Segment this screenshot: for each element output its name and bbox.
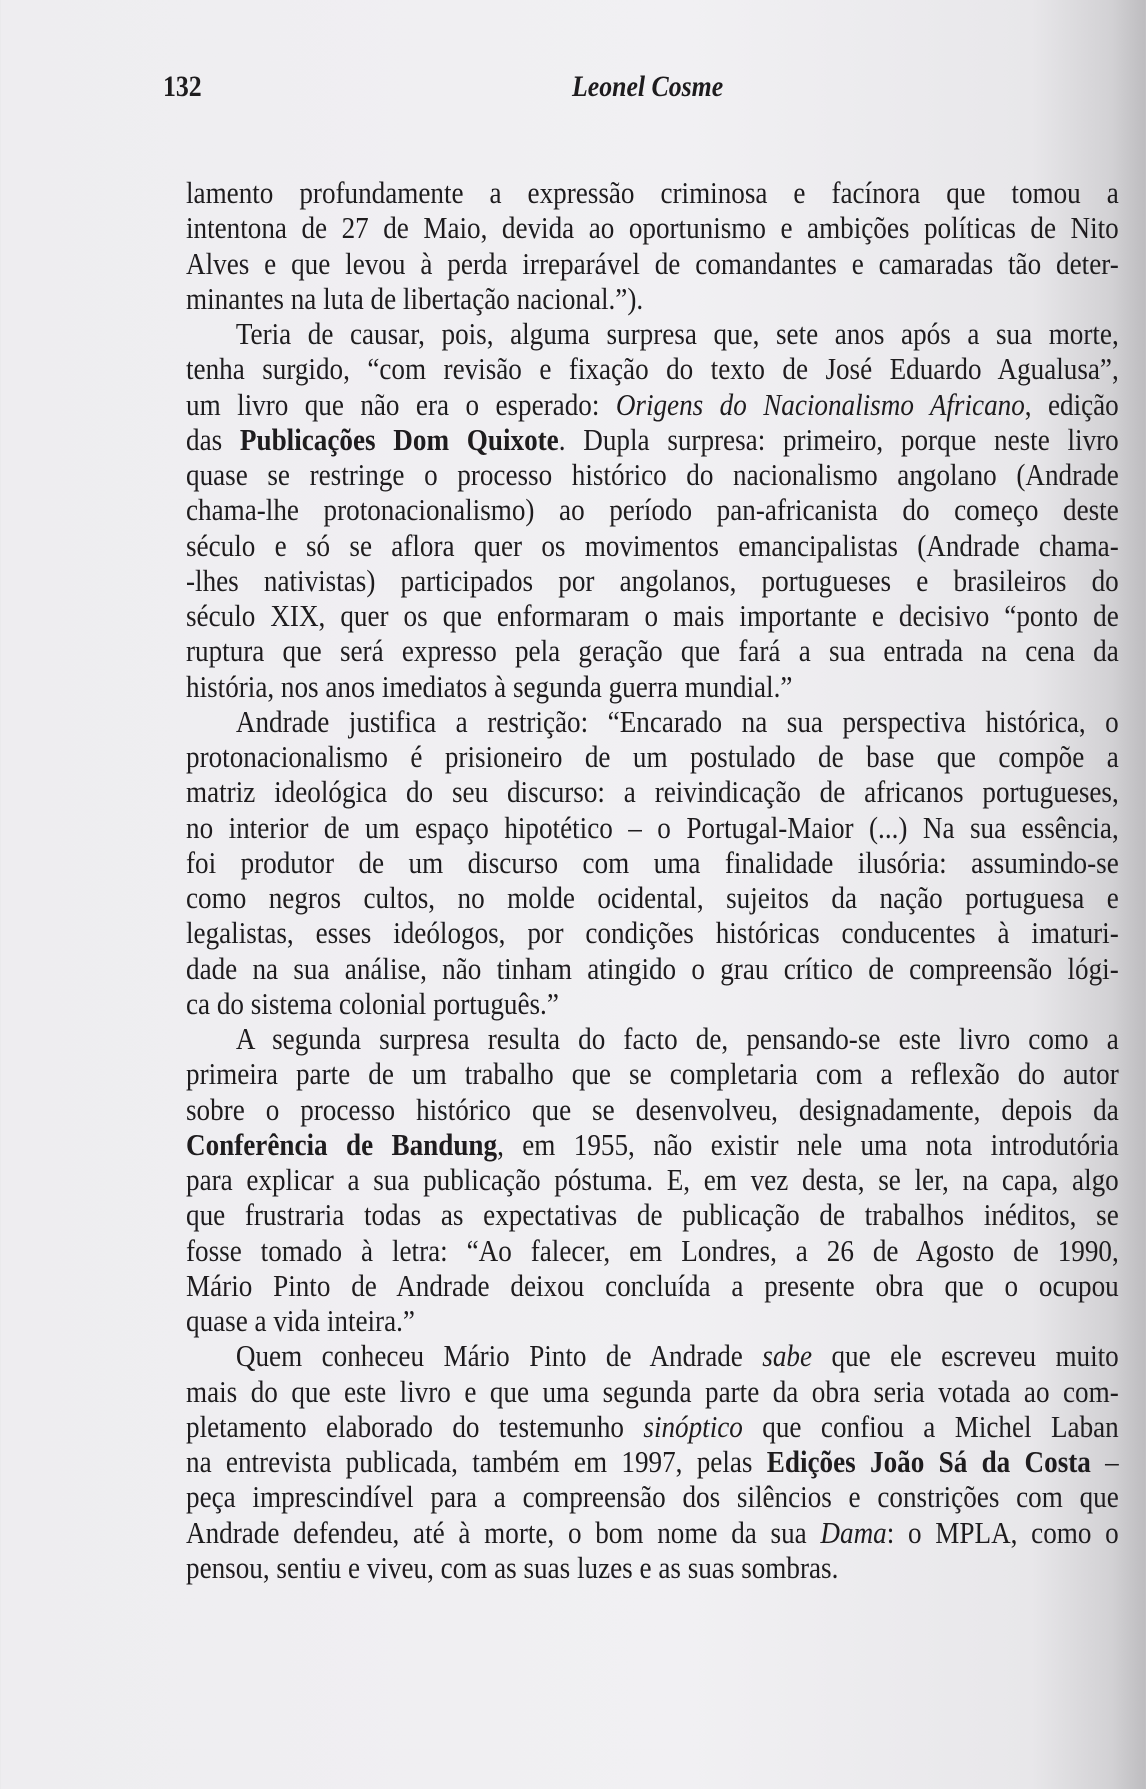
- text-segment: –: [1090, 1444, 1119, 1479]
- text-segment: matriz ideológica do seu discurso: a reivindicação de africanos portugueses,: [186, 774, 1119, 810]
- text-line: [186, 563, 1119, 598]
- italic-text: sabe: [762, 1338, 813, 1374]
- text-segment: século e só se aflora quer os movimentos emancipalistas (Andrade chama-: [186, 527, 1119, 563]
- text-line: [186, 492, 1119, 527]
- text-line: [186, 1515, 1119, 1550]
- text-segment: um livro que não era o esperado:: [186, 386, 616, 422]
- bold-text: Publicações Dom Quixote: [239, 421, 559, 457]
- text-line: [186, 1233, 1119, 1268]
- text-line: [186, 281, 1119, 316]
- italic-text: sinóptico: [643, 1408, 743, 1444]
- text-segment: peça imprescindível para a compreensão dos silêncios e constrições com que: [186, 1479, 1119, 1515]
- text-line: [186, 1374, 1119, 1409]
- text-line: [186, 351, 1119, 386]
- text-line: [186, 175, 1119, 210]
- text-segment: quase a vida inteira.”: [186, 1303, 415, 1338]
- text-segment: Alves e que levou à perda irreparável de comandantes e camaradas tão deter-: [186, 245, 1119, 281]
- text-segment: fosse tomado à letra: “Ao falecer, em Londres, a 26 de Agosto de 1990,: [186, 1232, 1119, 1268]
- text-line: [186, 915, 1119, 950]
- text-line: [186, 704, 1119, 739]
- text-segment: ruptura que será expresso pela geração que fará a sua entrada na cena da: [186, 633, 1119, 669]
- text-line: [186, 1409, 1119, 1444]
- text-segment: lamento profundamente a expressão criminosa e facínora que tomou a: [186, 175, 1119, 210]
- text-line: [186, 633, 1119, 668]
- text-line: [186, 986, 1119, 1021]
- text-segment: Teria de causar, pois, alguma surpresa que, sete anos após a sua morte,: [235, 316, 1119, 351]
- text-segment: minantes na luta de libertação nacional.”).: [186, 280, 644, 316]
- text-line: [186, 880, 1119, 915]
- text-segment: para explicar a sua publicação póstuma. E, em vez desta, se ler, na capa, algo: [186, 1162, 1119, 1197]
- text-line: [186, 1092, 1119, 1127]
- text-line: [186, 246, 1119, 281]
- text-line: [186, 316, 1119, 351]
- text-segment: A segunda surpresa resulta do facto de, pensando-se este livro como a: [235, 1021, 1119, 1056]
- text-segment: Andrade defendeu, até à morte, o bom nome da sua: [186, 1514, 821, 1550]
- text-line: [186, 810, 1119, 845]
- text-segment: tenha surgido, “com revisão e fixação do texto de José Eduardo Agualusa”,: [186, 351, 1119, 387]
- text-line: [186, 1021, 1119, 1056]
- text-segment: protonacionalismo é prisioneiro de um postulado de base que compõe a: [186, 739, 1119, 774]
- text-segment: Andrade justifica a restrição: “Encarado na sua perspectiva histórica, o: [235, 703, 1119, 739]
- text-segment: das: [186, 421, 240, 457]
- text-segment: século XIX, quer os que enformaram o mais importante e decisivo “ponto de: [186, 598, 1119, 633]
- text-segment: legalistas, esses ideólogos, por condições históricas conducentes à imaturi-: [186, 915, 1119, 951]
- text-line: [186, 1162, 1119, 1197]
- text-line: [186, 1550, 1119, 1585]
- text-segment: pletamento elaborado do testemunho: [186, 1408, 644, 1444]
- text-segment: que frustraria todas as expectativas de publicação de trabalhos inéditos, se: [186, 1197, 1119, 1233]
- text-segment: sobre o processo histórico que se desenvolveu, designadamente, depois da: [186, 1091, 1119, 1127]
- text-segment: quase se restringe o processo histórico do nacionalismo angolano (Andrade: [186, 457, 1119, 492]
- italic-text: Origens do Nacionalismo Africano: [615, 386, 1025, 422]
- text-segment: primeira parte de um trabalho que se completaria com a reflexão do autor: [186, 1056, 1119, 1092]
- body-text: [186, 175, 1146, 1585]
- text-segment: pensou, sentiu e viveu, com as suas luzes e as suas sombras.: [186, 1549, 839, 1585]
- text-line: [186, 598, 1119, 633]
- text-line: [186, 774, 1119, 809]
- text-segment: . Dupla surpresa: primeiro, porque neste livro: [558, 421, 1119, 457]
- text-line: [186, 739, 1119, 774]
- text-segment: no interior de um espaço hipotético – o Portugal-Maior (...) Na sua essência,: [186, 809, 1119, 845]
- text-segment: história, nos anos imediatos à segunda guerra mundial.”: [186, 668, 793, 704]
- bold-text: Edições João Sá da Costa: [766, 1444, 1091, 1479]
- text-segment: mais do que este livro e que uma segunda parte da obra seria votada ao com-: [186, 1373, 1119, 1409]
- text-line: [186, 1056, 1119, 1091]
- running-title: Leonel Cosme: [572, 70, 724, 103]
- text-line: [186, 951, 1119, 986]
- text-segment: -lhes nativistas) participados por angolanos, portugueses e brasileiros do: [186, 562, 1119, 598]
- text-line: [186, 669, 1119, 704]
- text-segment: na entrevista publicada, também em 1997, pelas: [186, 1444, 767, 1479]
- text-line: [186, 1479, 1119, 1514]
- text-segment: : o MPLA, como o: [886, 1514, 1119, 1550]
- text-line: [186, 845, 1119, 880]
- text-line: [186, 1127, 1119, 1162]
- text-line: [186, 1444, 1119, 1479]
- text-segment: Mário Pinto de Andrade deixou concluída a presente obra que o ocupou: [186, 1267, 1119, 1303]
- text-segment: chama-lhe protonacionalismo) ao período pan-africanista do começo deste: [186, 492, 1119, 528]
- text-segment: , em 1955, não existir nele uma nota introdutória: [497, 1126, 1119, 1162]
- text-segment: foi produtor de um discurso com uma finalidade ilusória: assumindo-se: [186, 844, 1119, 880]
- text-line: [186, 210, 1119, 245]
- text-segment: que confiou a Michel Laban: [742, 1408, 1119, 1444]
- text-line: [186, 457, 1119, 492]
- text-line: [186, 387, 1119, 422]
- italic-text: Dama: [820, 1514, 887, 1550]
- text-line: [186, 1338, 1119, 1373]
- text-segment: intentona de 27 de Maio, devida ao oportunismo e ambições políticas de Nito: [186, 210, 1119, 246]
- text-segment: que ele escreveu muito: [812, 1338, 1119, 1374]
- text-segment: Quem conheceu Mário Pinto de Andrade: [235, 1338, 763, 1374]
- text-line: [186, 1197, 1119, 1232]
- text-line: [186, 1303, 1119, 1338]
- page-number: 132: [163, 70, 202, 103]
- text-line: [186, 422, 1119, 457]
- text-segment: , edição: [1024, 386, 1119, 422]
- text-line: [186, 528, 1119, 563]
- text-segment: dade na sua análise, não tinham atingido o grau crítico de compreensão lógi-: [186, 950, 1119, 986]
- text-segment: ca do sistema colonial português.”: [186, 985, 559, 1021]
- text-line: [186, 1268, 1119, 1303]
- text-segment: como negros cultos, no molde ocidental, sujeitos da nação portuguesa e: [186, 880, 1119, 915]
- bold-text: Conferência de Bandung: [186, 1126, 498, 1162]
